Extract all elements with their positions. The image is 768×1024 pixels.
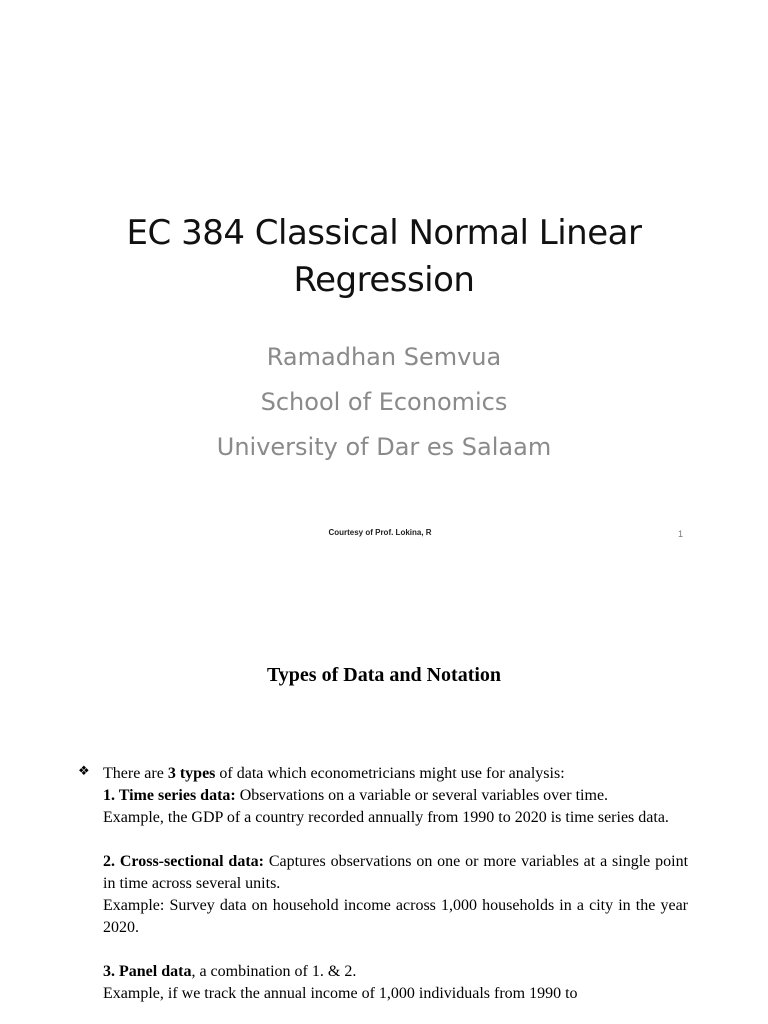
slide-title [60, 210, 708, 304]
title-line-2: Regression [293, 260, 475, 300]
section-heading: Types of Data and Notation [266, 664, 502, 686]
intro-paragraph: There are 3 types of data which econometricians might use for analysis: [103, 765, 565, 782]
item-cross-sectional: 2. Cross-sectional data: Captures observations on one or more variables at a single point in time across several units. [103, 853, 689, 892]
school-name: School of Economics [260, 388, 508, 416]
body-text [103, 763, 688, 1005]
page-number: 1 [678, 529, 684, 539]
item-panel-example: Example, if we track the annual income of 1,000 individuals from 1990 to [103, 985, 578, 1002]
university-name: University of Dar es Salaam [216, 433, 552, 461]
author-name: Ramadhan Semvua [266, 343, 502, 371]
item-time-series: 1. Time series data: Observations on a variable or several variables over time. [103, 787, 609, 804]
item-cross-sectional-example: Example: Survey data on household income across 1,000 households in a city in the year 2020. [103, 897, 688, 936]
courtesy-note: Courtesy of Prof. Lokina, R [328, 528, 432, 537]
title-line-1: EC 384 Classical Normal Linear [126, 213, 642, 253]
item-time-series-example: Example, the GDP of a country recorded annually from 1990 to 2020 is time series data. [103, 809, 669, 826]
item-panel: 3. Panel data, a combination of 1. & 2. [103, 963, 357, 980]
content-slide [0, 576, 768, 1024]
diamond-bullet-icon: ❖ [78, 764, 90, 779]
slide-subtitle [60, 335, 708, 470]
